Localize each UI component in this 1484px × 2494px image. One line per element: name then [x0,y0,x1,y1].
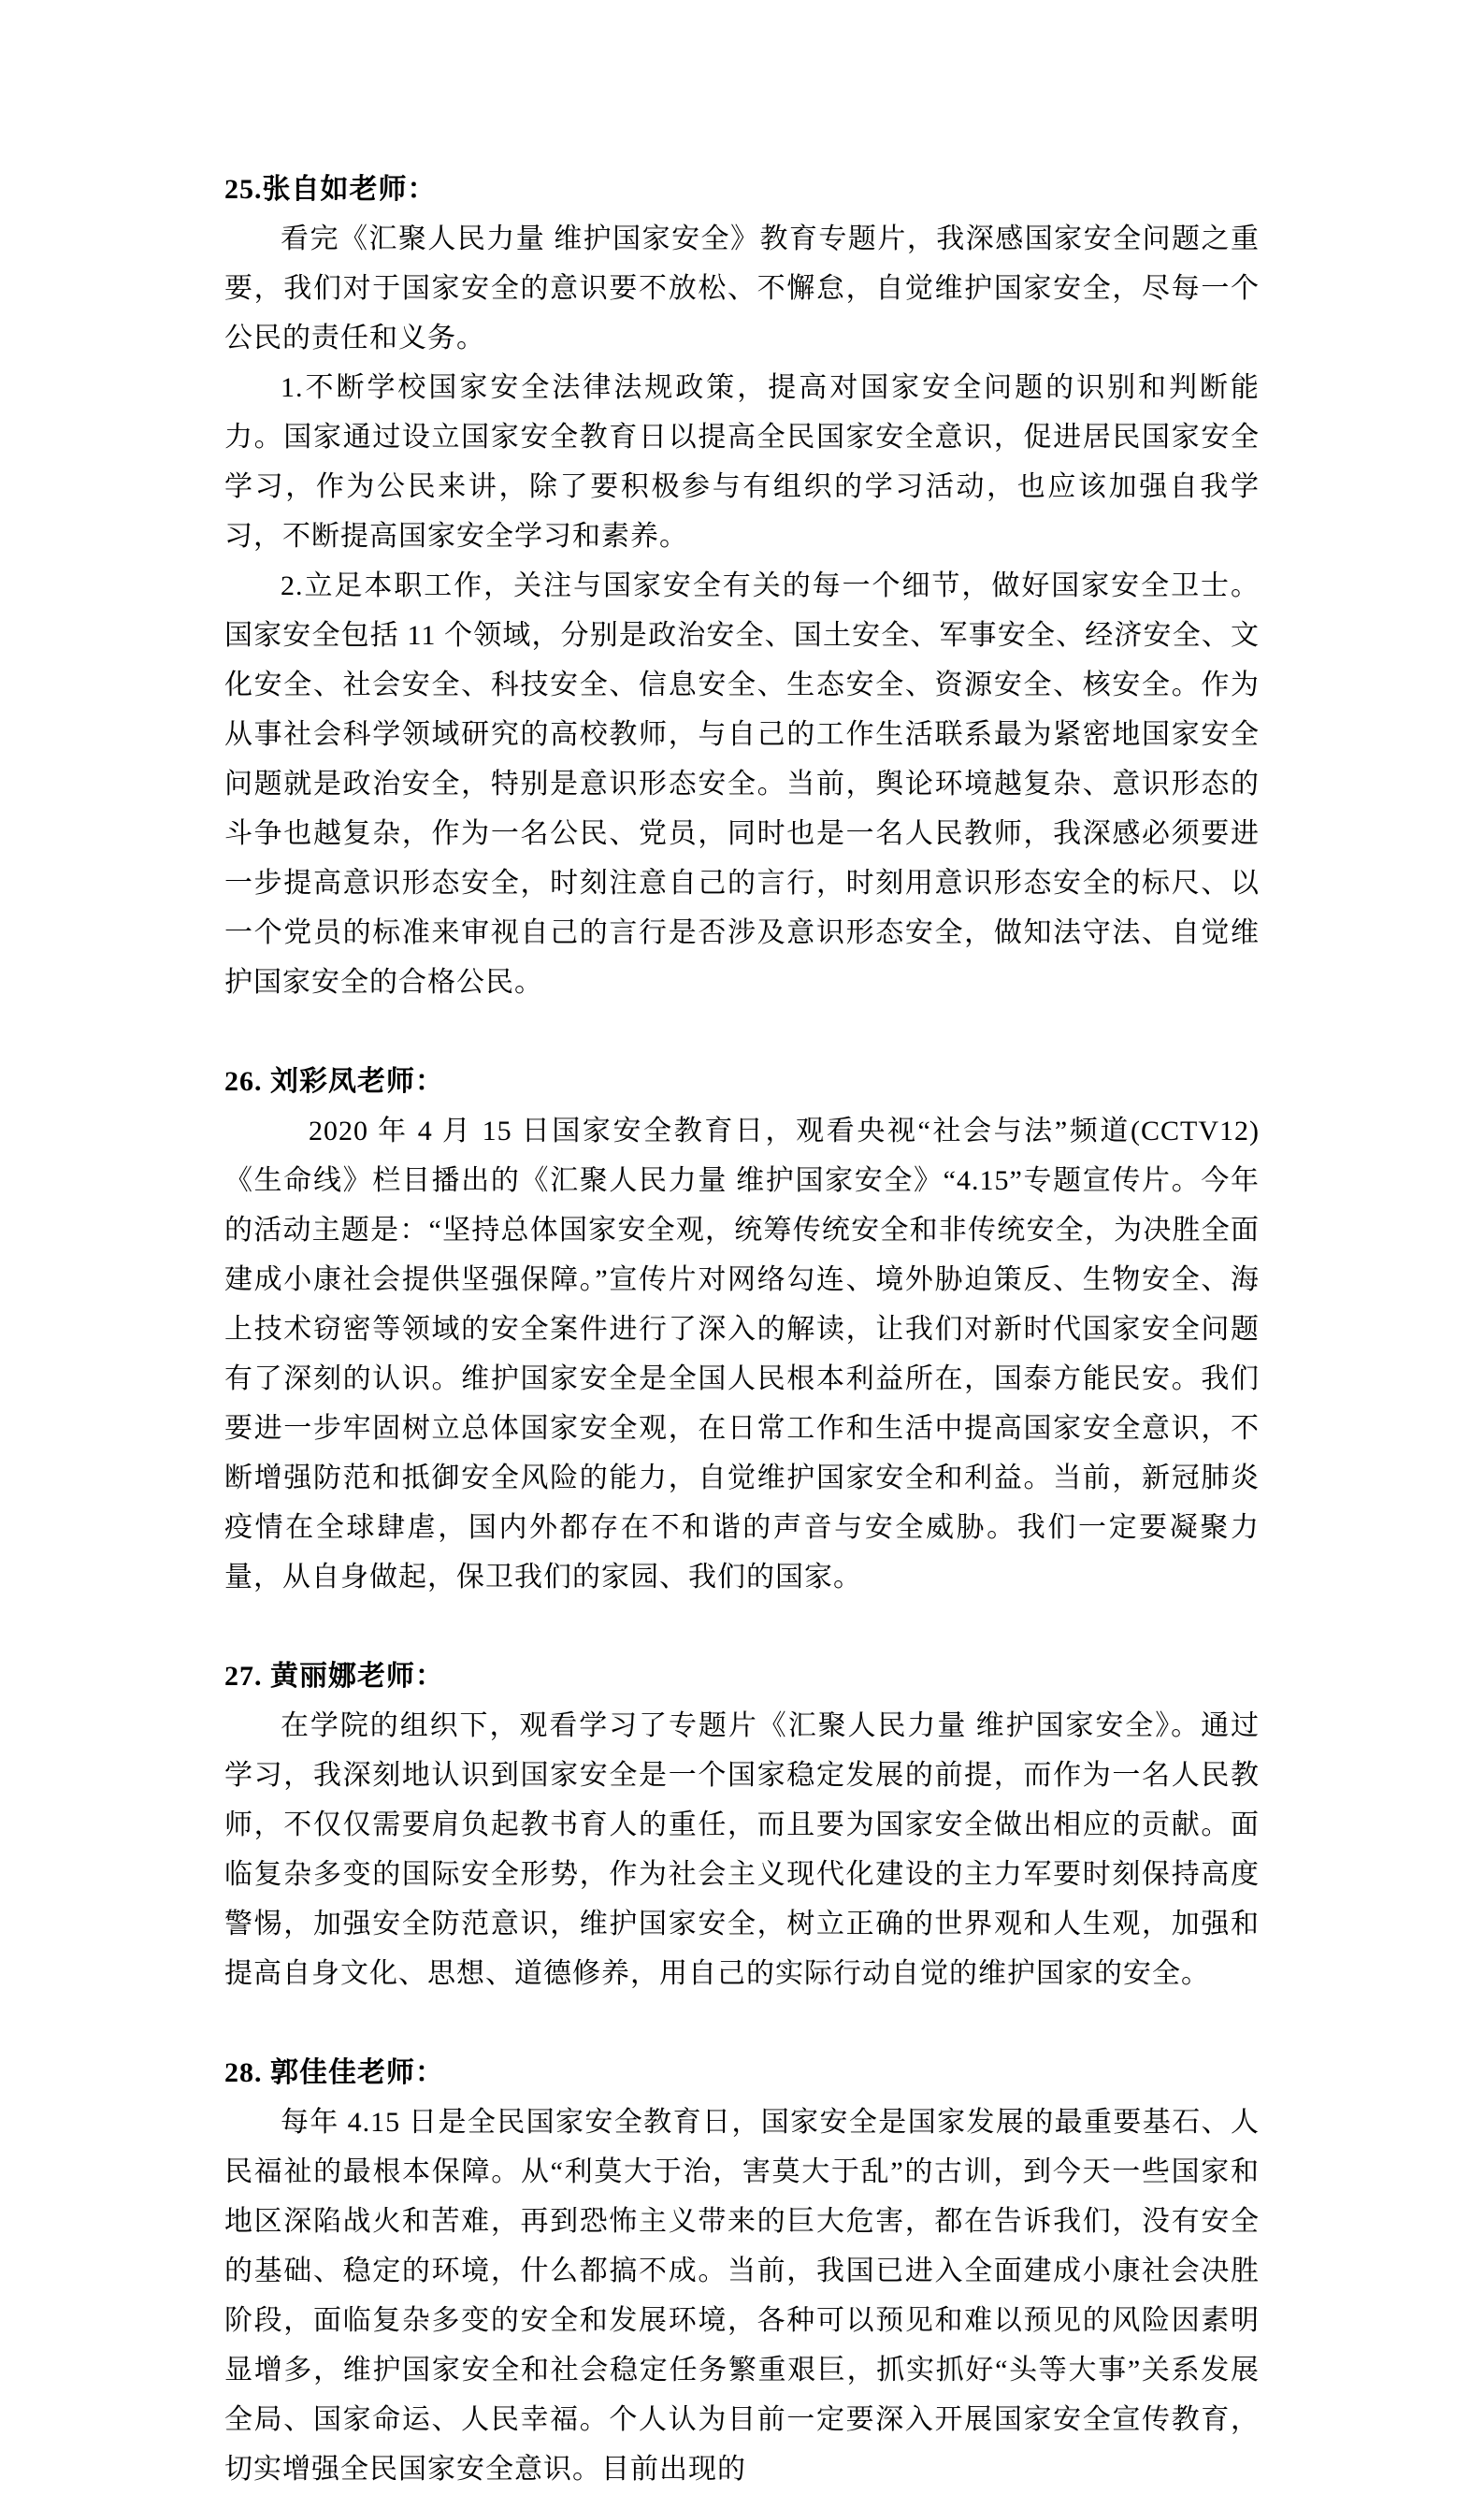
section-25-paragraph-3: 2.立足本职工作，关注与国家安全有关的每一个细节，做好国家安全卫士。国家安全包括 11 个领域，分别是政治安全、国土安全、军事安全、经济安全、文化安全、社会安全、科技安全、信息安全、生态安全、资源安全、核安全。作为从事社会科学领域研究的高校教师，与自己的工作生活联系最为紧密地国家安全问题就是政治安全，特别是意识形态安全。当前，舆论环境越复杂、意识形态的斗争也越复杂，作为一名公民、党员，同时也是一名人民教师，我深感必须要进一步提高意识形态安全，时刻注意自己的言行，时刻用意识形态安全的标尺、以一个党员的标准来审视自己的言行是否涉及意识形态安全，做知法守法、自觉维护国家安全的合格公民。 [224,570,1260,998]
section-28-heading: 28. 郭佳佳老师： [224,2057,444,2088]
section-28 [224,2048,1260,2494]
section-25-paragraph-1: 看完《汇聚人民力量 维护国家安全》教育专题片，我深感国家安全问题之重要，我们对于国家安全的意识要不放松、不懈怠，自觉维护国家安全，尽每一个公民的责任和义务。 [224,223,1260,353]
section-25-paragraph-2: 1.不断学校国家安全法律法规政策，提高对国家安全问题的识别和判断能力。国家通过设立国家安全教育日以提高全民国家安全意识，促进居民国家安全学习，作为公民来讲，除了要积极参与有组织的学习活动，也应该加强自我学习，不断提高国家安全学习和素养。 [224,372,1260,552]
section-28-paragraph-1: 每年 4.15 日是全民国家安全教育日，国家安全是国家发展的最重要基石、人民福祉的最根本保障。从“利莫大于治，害莫大于乱”的古训，到今天一些国家和地区深陷战火和苦难，再到恐怖主义带来的巨大危害，都在告诉我们，没有安全的基础、稳定的环境，什么都搞不成。当前，我国已进入全面建成小康社会决胜阶段，面临复杂多变的安全和发展环境，各种可以预见和难以预见的风险因素明显增多，维护国家安全和社会稳定任务繁重艰巨，抓实抓好“头等大事”关系发展全局、国家命运、人民幸福。个人认为目前一定要深入开展国家安全宣传教育，切实增强全民国家安全意识。目前出现的 [224,2107,1260,2485]
section-27-paragraph-1: 在学院的组织下，观看学习了专题片《汇聚人民力量 维护国家安全》。通过学习，我深刻地认识到国家安全是一个国家稳定发展的前提，而作为一名人民教师，不仅仅需要肩负起教书育人的重任，而且要为国家安全做出相应的贡献。面临复杂多变的国际安全形势，作为社会主义现代化建设的主力军要时刻保持高度警惕，加强安全防范意识，维护国家安全，树立正确的世界观和人生观，加强和提高自身文化、思想、道德修养，用自己的实际行动自觉的维护国家的安全。 [224,1710,1260,1989]
section-27 [224,1651,1260,1998]
section-26-heading: 26. 刘彩凤老师： [224,1066,444,1097]
section-27-heading: 27. 黄丽娜老师： [224,1661,444,1692]
section-25 [224,165,1260,1007]
section-26 [224,1057,1260,1602]
section-25-heading: 25.张自如老师： [224,174,437,205]
section-26-paragraph-1: 2020 年 4 月 15 日国家安全教育日，观看央视“社会与法”频道(CCTV12)《生命线》栏目播出的《汇聚人民力量 维护国家安全》“4.15”专题宣传片。今年的活动主题是：“坚持总体国家安全观，统筹传统安全和非传统安全，为决胜全面建成小康社会提供坚强保障。”宣传片对网络勾连、境外胁迫策反、生物安全、海上技术窃密等领域的安全案件进行了深入的解读，让我们对新时代国家安全问题有了深刻的认识。维护国家安全是全国人民根本利益所在，国泰方能民安。我们要进一步牢固树立总体国家安全观，在日常工作和生活中提高国家安全意识，不断增强防范和抵御安全风险的能力，自觉维护国家安全和利益。当前，新冠肺炎疫情在全球肆虐，国内外都存在不和谐的声音与安全威胁。我们一定要凝聚力量，从自身做起，保卫我们的家园、我们的国家。 [224,1116,1260,1593]
